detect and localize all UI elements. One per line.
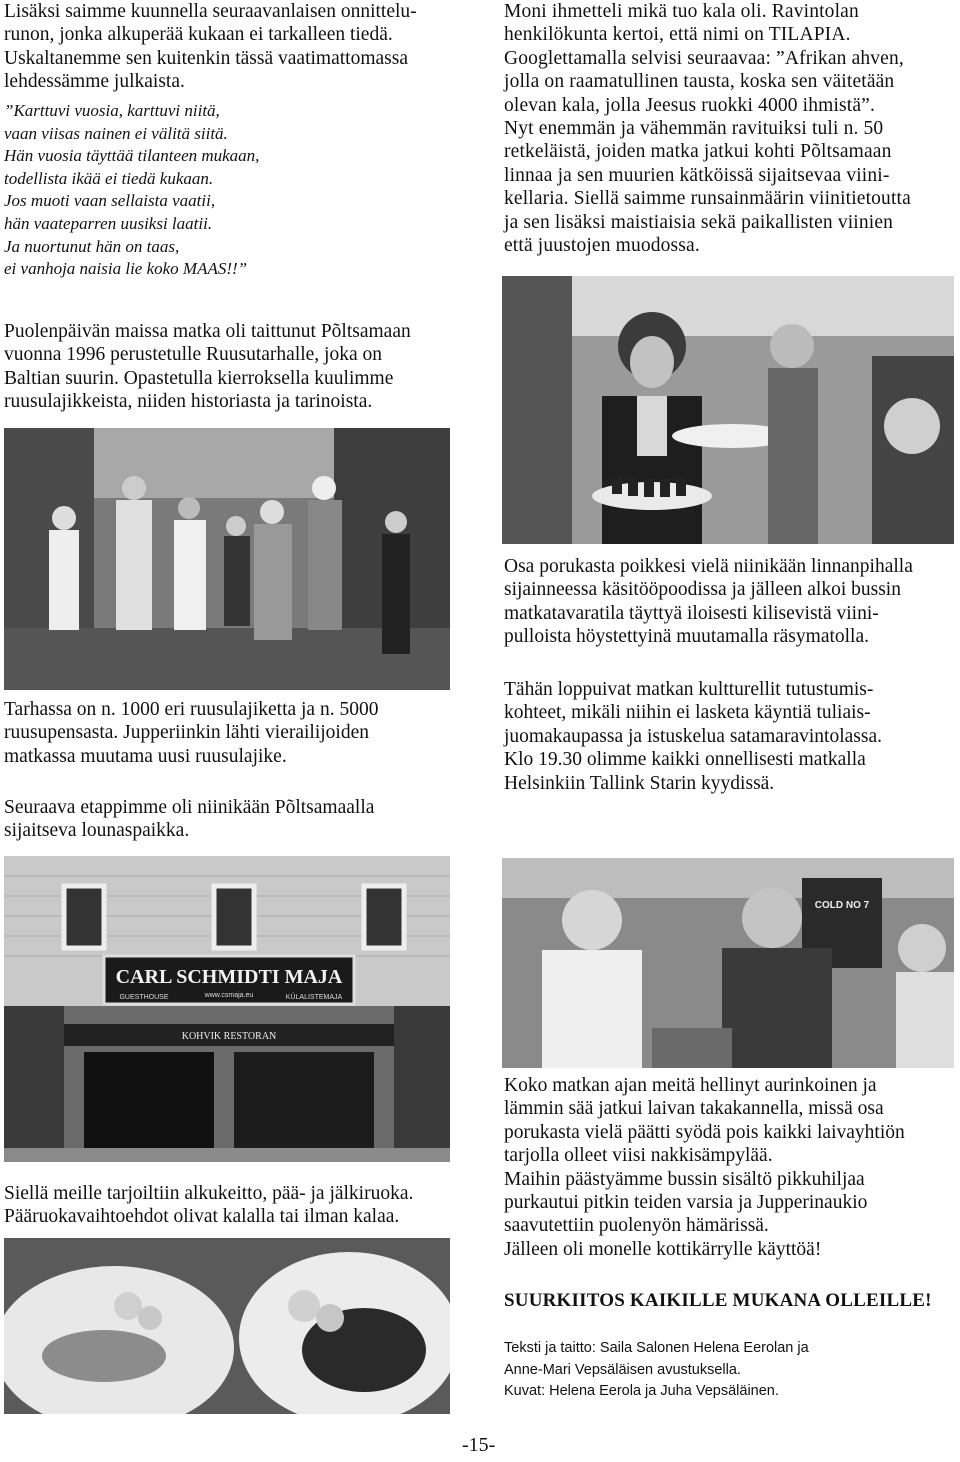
text-line: Siellä meille tarjoiltiin alkukeitto, pää- ja jälkiruoka. bbox=[4, 1183, 414, 1204]
lunch-plates-photo bbox=[4, 1238, 450, 1414]
rose-garden-group-photo bbox=[4, 428, 450, 690]
text-line: Tarhassa on n. 1000 eri ruusulajiketta ja n. 5000 bbox=[4, 699, 379, 720]
text-line: Jälleen oli monelle kottikärrylle käyttöä! bbox=[504, 1238, 822, 1260]
text-line: tarjolla olleet viisi nakkisämpylää. bbox=[504, 1145, 773, 1167]
text-line: purkautui pitkin teiden varsia ja Jupperinaukio bbox=[504, 1192, 868, 1214]
text-line: Uskaltanemme sen kuitenkin tässä vaatimattomassa bbox=[4, 47, 408, 69]
text-line: sijaitseva lounaspaikka. bbox=[4, 820, 190, 842]
text-line: Moni ihmetteli mikä tuo kala oli. Ravintolan bbox=[504, 1, 859, 22]
text-line: lehdessämme julkaista. bbox=[4, 71, 185, 93]
poem-line: Hän vuosia täyttää tilanteen mukaan, bbox=[4, 146, 260, 166]
text-line: Pääruokavaihtoehdot olivat kalalla tai ilman kalaa. bbox=[4, 1206, 400, 1228]
page-number: -15- bbox=[462, 1434, 496, 1456]
poem-line: todellista ikää ei tiedä kukaan. bbox=[4, 168, 214, 188]
text-line: ruusupensasta. Jupperiinkin lähti vierailijoiden bbox=[4, 722, 370, 744]
guesthouse-sign-name: CARL SCHMIDTI MAJA bbox=[115, 966, 343, 988]
text-line: porukasta vielä päätti syödä pois kaikki laivayhtiön bbox=[504, 1121, 905, 1143]
text-line: ja sen lisäksi maistiaisia sekä paikallisten viinien bbox=[504, 211, 894, 233]
wine-tasting-photo bbox=[502, 276, 954, 544]
poem-line: Ja nuortunut hän on taas, bbox=[4, 236, 180, 256]
ship-deck-photo bbox=[502, 858, 954, 1068]
text-line: Koko matkan ajan meitä hellinyt aurinkoinen ja bbox=[504, 1075, 877, 1096]
text-line: Seuraava etappimme oli niinikään Põltsamaalla bbox=[4, 797, 375, 818]
poem-line: hän vaateparren uusiksi laatii. bbox=[4, 213, 213, 233]
text-line: Klo 19.30 olimme kaikki onnellisesti matkalla bbox=[504, 749, 866, 771]
next-stop-paragraph bbox=[4, 796, 459, 843]
credit-line: Teksti ja taitto: Saila Salonen Helena Eerolan ja bbox=[504, 1340, 809, 1356]
text-line: vuonna 1996 perustetulle Ruusutarhalle, joka on bbox=[4, 344, 383, 366]
text-line: kohteet, mikäli niihin ei lasketa käyntiä tuliais- bbox=[504, 702, 871, 724]
rose-garden-paragraph bbox=[4, 320, 459, 414]
text-line: ruusulajikkeista, niiden historiasta ja tarinoista. bbox=[4, 391, 373, 413]
awning-text: KOHVIK RESTORAN bbox=[181, 1031, 277, 1042]
text-line: runon, jonka alkuperää kukaan ei tarkalleen tiedä. bbox=[4, 24, 393, 46]
poem-line: Jos muoti vaan sellaista vaatii, bbox=[4, 191, 216, 211]
end-of-trip-paragraph bbox=[504, 678, 956, 795]
text-line: jolla on raamatullinen tausta, koska sen väitetään bbox=[504, 71, 895, 93]
thanks-heading: SUURKIITOS KAIKILLE MUKANA OLLEILLE! bbox=[504, 1290, 932, 1311]
guesthouse-sign-url: www.csmaja.eu bbox=[204, 992, 254, 999]
text-line: Osa porukasta poikkesi vielä niinikään linnanpihalla bbox=[504, 556, 913, 577]
text-line: Helsinkiin Tallink Starin kyydissä. bbox=[504, 772, 775, 794]
credits bbox=[504, 1338, 956, 1403]
text-line: Baltian suurin. Opastetulla kierroksella kuulimme bbox=[4, 367, 394, 389]
text-line: Maihin päästyämme bussin sisältö pikkuhiljaa bbox=[504, 1168, 865, 1190]
congratulation-poem bbox=[4, 100, 454, 281]
text-line: Tähän loppuivat matkan kultturellit tutustumis- bbox=[504, 679, 874, 700]
text-line: linnaa ja sen muurien kätköissä sijaitsevaa viini- bbox=[504, 164, 890, 186]
guesthouse-photo bbox=[4, 856, 450, 1162]
guesthouse-sign-left: GUESTHOUSE bbox=[119, 994, 169, 1001]
lunch-paragraph bbox=[4, 1182, 459, 1229]
cold-no7-sign: COLD NO 7 bbox=[814, 900, 870, 911]
text-line: että juustojen muodossa. bbox=[504, 235, 700, 257]
text-line: Puolenpäivän maissa matka oli taittunut Põltsamaan bbox=[4, 321, 411, 342]
text-line: henkilökunta kertoi, että nimi on TILAPIA. bbox=[504, 24, 851, 46]
ship-paragraph bbox=[504, 1074, 956, 1261]
poem-line: ”Karttuvi vuosia, karttuvi niitä, bbox=[4, 101, 220, 120]
text-line: Nyt enemmän ja vähemmän ravituiksi tuli n. 50 bbox=[504, 118, 884, 140]
garden-paragraph bbox=[4, 698, 459, 768]
text-line: Googlettamalla selvisi seuraavaa: ”Afrikan ahven, bbox=[504, 47, 904, 69]
tilapia-paragraph bbox=[504, 0, 956, 257]
text-line: juomakaupassa ja istuskelua satamaravintolassa. bbox=[504, 725, 882, 747]
intro-paragraph bbox=[4, 0, 454, 94]
text-line: pulloista höystettyinä muutamalla räsymatolla. bbox=[504, 626, 870, 648]
text-line: matkatavaratila täyttyä iloisesti kilisevistä viini- bbox=[504, 602, 879, 624]
text-line: saavutettiin puolenyön hämärissä. bbox=[504, 1215, 769, 1237]
text-line: olevan kala, jolla Jeesus ruokki 4000 ihmistä”. bbox=[504, 94, 875, 116]
guesthouse-sign-right: KÜLALISTEMAJA bbox=[285, 994, 343, 1001]
text-line: Lisäksi saimme kuunnella seuraavanlaisen onnittelu- bbox=[4, 1, 417, 22]
poem-line: vaan viisas nainen ei välitä siitä. bbox=[4, 123, 228, 143]
courtyard-paragraph bbox=[504, 555, 956, 649]
credit-line: Kuvat: Helena Eerola ja Juha Vepsäläinen. bbox=[504, 1383, 779, 1399]
text-line: sijainneessa käsitööpoodissa ja jälleen alkoi bussin bbox=[504, 579, 901, 601]
text-line: matkassa muutama uusi ruusulajike. bbox=[4, 745, 287, 767]
credit-line: Anne-Mari Vepsäläisen avustuksella. bbox=[504, 1361, 741, 1378]
poem-line: ei vanhoja naisia lie koko MAAS!!” bbox=[4, 259, 248, 279]
text-line: kellaria. Siellä saimme runsainmäärin viinitietoutta bbox=[504, 188, 911, 210]
text-line: lämmin sää jatkui laivan takakannella, missä osa bbox=[504, 1098, 884, 1120]
text-line: retkeläistä, joiden matka jatkui kohti Põltsamaan bbox=[504, 141, 892, 163]
